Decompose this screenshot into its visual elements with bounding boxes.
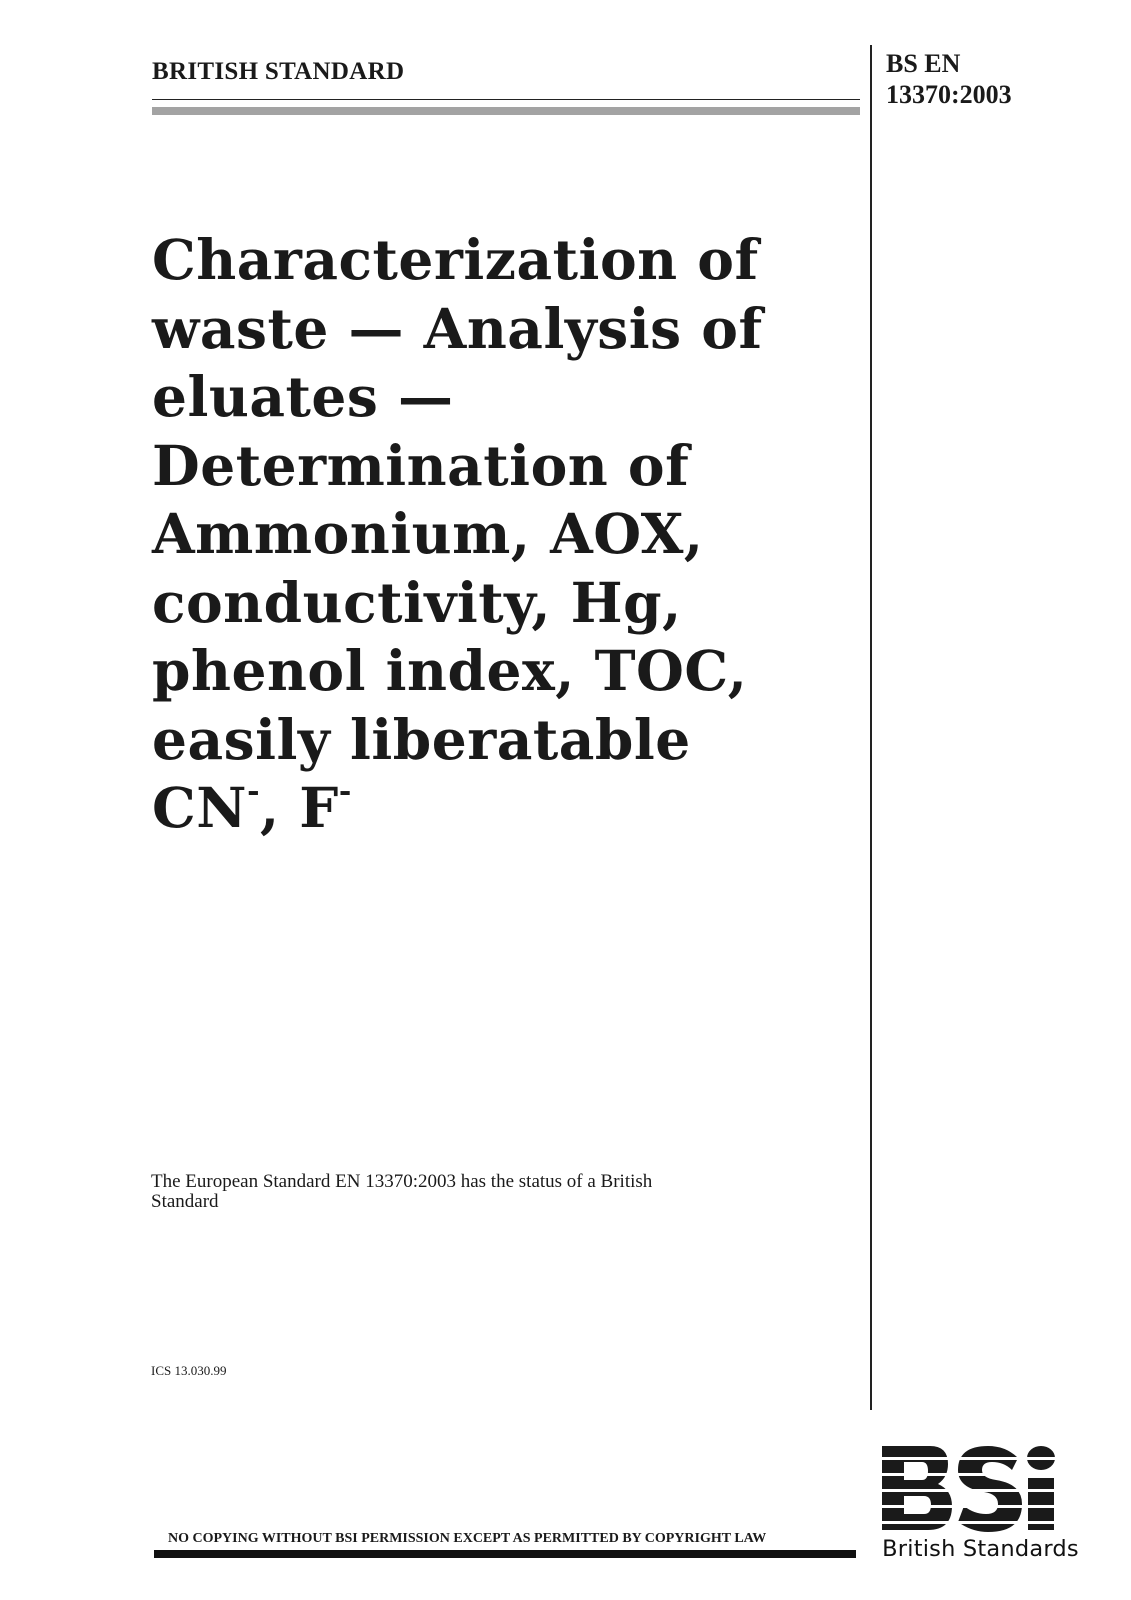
header-divider-thick — [152, 107, 860, 115]
header-divider-thin — [152, 99, 860, 100]
ics-code: ICS 13.030.99 — [151, 1363, 227, 1378]
bsi-logo-text: British Standards — [882, 1536, 1079, 1562]
title-fluoride-text: , F — [260, 775, 339, 840]
title-line: Determination of — [152, 432, 690, 498]
standard-number-line1: BS EN — [886, 49, 961, 78]
title-fluoride-charge: - — [338, 774, 352, 809]
title-line: eluates — — [152, 364, 454, 429]
standard-number — [886, 48, 1012, 110]
title-cyanide-text: CN — [152, 775, 248, 840]
document-type-label: BRITISH STANDARD — [152, 58, 405, 85]
title-last-line — [152, 774, 852, 853]
title-line: phenol index, TOC, — [152, 638, 748, 703]
title-cyanide-charge: - — [247, 774, 261, 809]
sidebar-divider — [870, 45, 872, 1410]
bsi-logo — [878, 1444, 1083, 1574]
bsi-logo-mark-icon — [878, 1444, 1083, 1534]
copyright-notice: NO COPYING WITHOUT BSI PERMISSION EXCEPT AS PERMITTED BY COPYRIGHT LAW — [168, 1531, 767, 1546]
standard-number-line2: 13370:2003 — [886, 80, 1012, 109]
title-line: Ammonium, AOX, — [152, 501, 704, 566]
title-line: easily liberatable — [152, 706, 691, 772]
document-title — [152, 226, 852, 853]
title-line: conductivity, Hg, — [152, 569, 682, 635]
title-line: waste — Analysis of — [152, 295, 763, 361]
footer-rule — [154, 1550, 856, 1558]
status-note: The European Standard EN 13370:2003 has the status of a British Standard — [151, 1171, 653, 1212]
title-line: Characterization of — [152, 227, 759, 292]
